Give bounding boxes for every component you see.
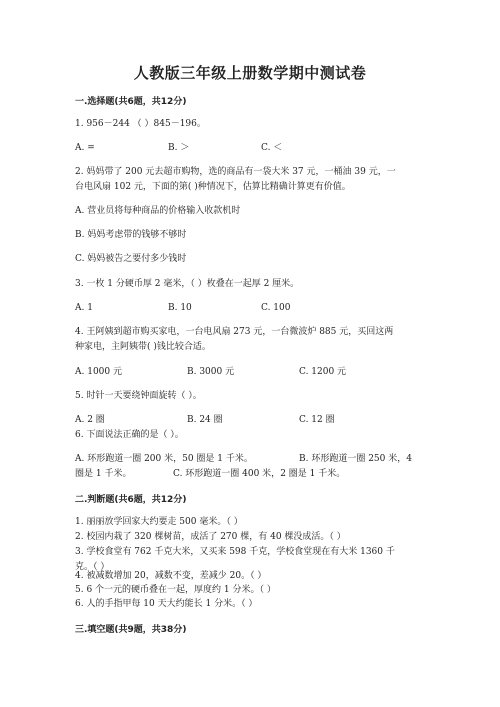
section-heading-fill: 三.填空题(共9题，共38分) — [75, 625, 187, 635]
q4-option-c: C. 1200 元 — [299, 367, 347, 377]
section-heading-choice: 一.选择题(共6题，共12分) — [75, 97, 187, 107]
q6-option-a: A. 环形跑道一圈 200 米，50 圈是 1 千米。 — [75, 454, 253, 464]
judge-item: 3. 学校食堂有 762 千克大米，又买来 598 千克，学校食堂现在有大米 1360 千 — [75, 547, 395, 557]
judge-item-continued: 克。（ ） — [75, 562, 110, 572]
exam-title: 人教版三年级上册数学期中测试卷 — [133, 64, 367, 82]
judge-item: 5. 6 个一元的硬币叠在一起，厚度约 1 分米。（ ） — [75, 585, 276, 595]
q3-option-b: B. 10 — [168, 303, 192, 313]
q3-option-a: A. 1 — [75, 303, 93, 313]
judge-item: 6. 人的手指甲每 10 天大约能长 1 分米。（ ） — [75, 599, 258, 609]
q2-option-a: A. 营业员将每种商品的价格输入收款机时 — [75, 206, 241, 216]
q4-stem-line2: 种家电，主阿姨带( )钱比较合适。 — [75, 342, 211, 352]
q2-stem-line1: 2. 妈妈带了 200 元去超市购物，选的商品有一袋大米 37 元，一桶油 39 元，一 — [75, 167, 396, 177]
q6-option-c: C. 环形跑道一圈 400 米，2 圈是 1 千米。 — [173, 469, 346, 479]
q3-stem: 3. 一枚 1 分硬币厚 2 毫米，（ ）枚叠在一起厚 2 厘米。 — [75, 279, 300, 289]
q4-stem-line1: 4. 王阿姨到超市购买家电，一台电风扇 273 元，一台微波炉 885 元，买回这两 — [75, 327, 394, 337]
q5-option-a: A. 2 圈 — [75, 415, 105, 425]
q5-stem: 5. 时针一天要绕钟面旋转（ ）。 — [75, 391, 202, 401]
q1-option-c: C. ＜ — [261, 143, 283, 153]
judge-item: 2. 校园内栽了 320 棵树苗，成活了 270 棵，有 40 棵没成活。（ ） — [75, 532, 346, 542]
q6-stem: 6. 下面说法正确的是（ ）。 — [75, 430, 184, 440]
judge-item: 1. 丽丽放学回家大约要走 500 毫米。（ ） — [75, 517, 243, 527]
q4-option-a: A. 1000 元 — [75, 367, 122, 377]
q2-stem-line2: 台电风扇 102 元，下面的第( )种情况下，估算比精确计算更有价值。 — [75, 182, 351, 192]
section-heading-judge: 二.判断题(共6题，共12分) — [75, 495, 187, 505]
q5-option-b: B. 24 圈 — [187, 415, 223, 425]
q6-option-b-continued: 圈是 1 千米。 — [75, 469, 132, 479]
q1-option-b: B. ＞ — [168, 143, 190, 153]
q1-option-a: A. = — [75, 143, 95, 153]
q5-option-c: C. 12 圈 — [299, 415, 335, 425]
q6-option-b: B. 环形跑道一圈 250 米，4 — [299, 454, 412, 464]
q3-option-c: C. 100 — [261, 303, 291, 313]
q1-stem: 1. 956－244 （ ）845－196。 — [75, 119, 206, 129]
q2-option-b: B. 妈妈考虑带的钱够不够时 — [75, 230, 187, 240]
q4-option-b: B. 3000 元 — [187, 367, 235, 377]
judge-item: 4. 被减数增加 20，减数不变，差减少 20。（ ） — [75, 571, 267, 581]
q2-option-c: C. 妈妈被告之要付多少钱时 — [75, 254, 187, 264]
